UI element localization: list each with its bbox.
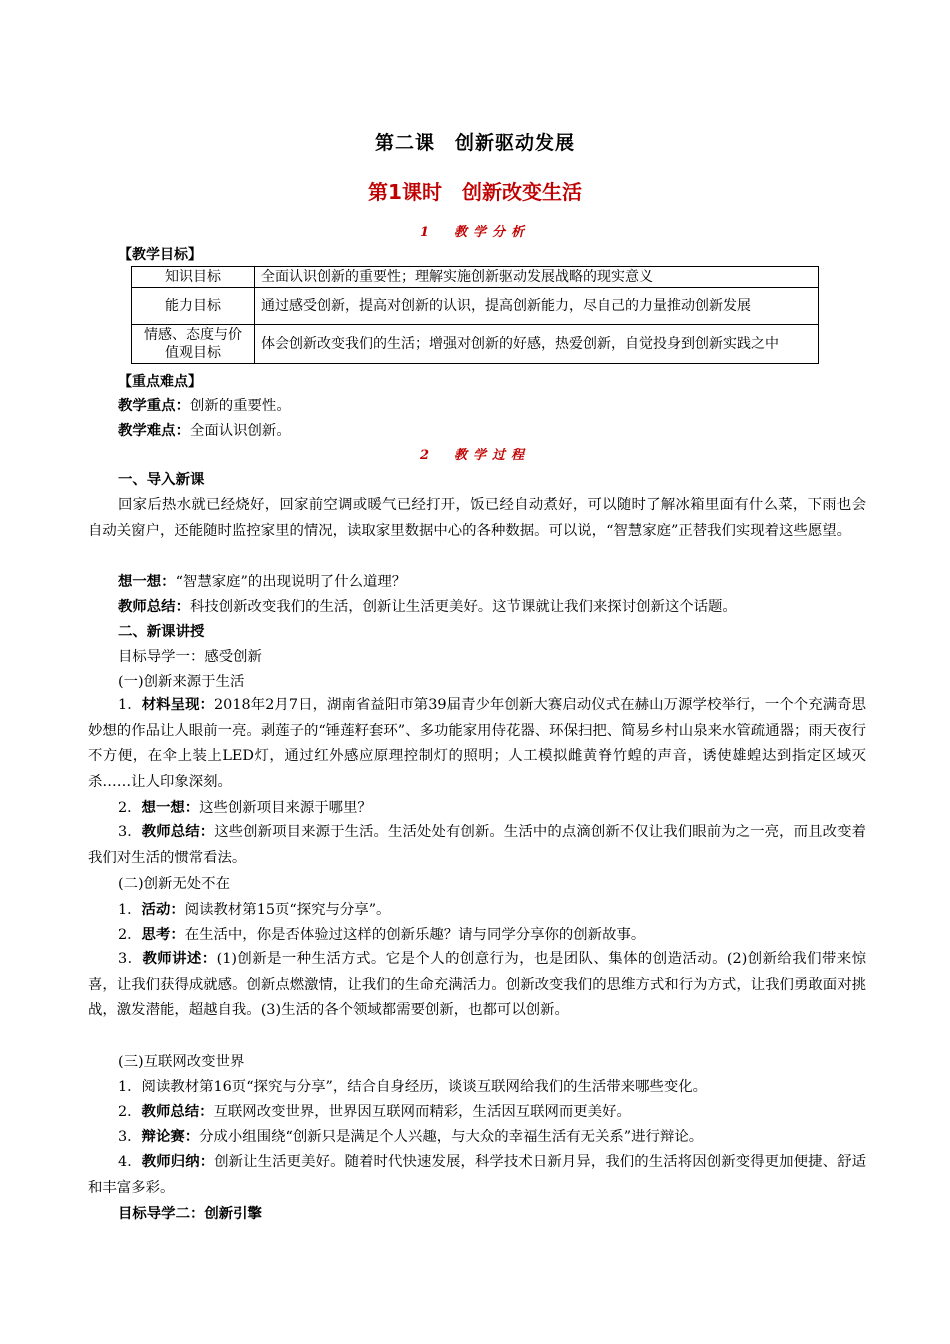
lesson-title: 第二课 创新驱动发展 <box>374 132 575 154</box>
item-label: 材料呈现： <box>141 697 215 713</box>
item-text: 互联网改变世界，世界因互联网而精彩，生活因互联网而更美好。 <box>213 1104 631 1120</box>
item-number: 2． <box>118 800 142 816</box>
item-number: 2． <box>118 927 142 943</box>
item-number: 1． <box>118 902 142 918</box>
sub1-title: (一)创新来源于生活 <box>118 674 245 690</box>
section-heading-analysis: 1 教学分析 <box>419 225 531 240</box>
sub3-item <box>118 1077 868 1097</box>
sub2-item <box>118 900 868 920</box>
sub1-item <box>118 798 868 818</box>
item-number: 3． <box>118 824 142 840</box>
item-text: 在生活中，你是否体验过这样的创新乐趣？请与同学分享你的创新故事。 <box>184 927 646 943</box>
item-label: 活动： <box>141 902 185 918</box>
table-row <box>132 267 819 288</box>
summary-line <box>118 597 868 617</box>
goal2-title: 目标导学二：创新引擎 <box>118 1206 262 1222</box>
part1-title: 一、导入新课 <box>118 472 205 488</box>
section-heading-process: 2 教学过程 <box>419 448 531 463</box>
summary-text: 科技创新改变我们的生活，创新让生活更美好。这节课就让我们来探讨创新这个话题。 <box>189 599 737 615</box>
key-point-text: 创新的重要性。 <box>189 398 291 414</box>
think-line <box>118 572 868 592</box>
keypoints-label: 【重点难点】 <box>118 374 202 390</box>
item-label: 思考： <box>141 927 185 943</box>
item-number: 3． <box>118 1129 142 1145</box>
item-number: 4． <box>118 1154 142 1170</box>
item-text: 创新让生活更美好。随着时代快速发展，科学技术日新月异，我们的生活将因创新变得更加便捷、舒适和丰富多彩。 <box>88 1154 866 1196</box>
item-text: 这些创新项目来源于生活。生活处处有创新。生活中的点滴创新不仅让我们眼前为之一亮，而且改变着我们对生活的惯常看法。 <box>88 824 866 866</box>
objective-value: 全面认识创新的重要性；理解实施创新驱动发展战略的现实意义 <box>255 267 819 288</box>
item-label: 教师归纳： <box>141 1154 215 1170</box>
sub1-item <box>88 820 866 871</box>
item-label: 教师总结： <box>141 824 215 840</box>
objective-key: 知识目标 <box>132 267 255 288</box>
key-point-label: 教学重点： <box>118 398 190 414</box>
difficult-point-label: 教学难点： <box>118 423 190 439</box>
summary-label: 教师总结： <box>118 599 190 615</box>
sub2-item <box>118 925 868 945</box>
objective-value: 体会创新改变我们的生活；增强对创新的好感，热爱创新，自觉投身到创新实践之中 <box>255 325 819 364</box>
sub2-title: (二)创新无处不在 <box>118 876 230 892</box>
item-text: 阅读教材第15页“探究与分享”。 <box>184 902 391 918</box>
part2-title: 二、新课讲授 <box>118 624 205 640</box>
objectives-table <box>131 266 819 364</box>
sub3-title: (三)互联网改变世界 <box>118 1054 245 1070</box>
think-text: “智慧家庭”的出现说明了什么道理？ <box>175 574 407 590</box>
item-text: (1)创新是一种生活方式。它是个人的创意行为，也是团队、集体的创造活动。(2)创新给我们带来惊喜，让我们获得成就感。创新点燃激情，让我们的生命充满活力。创新改变我们的思维方式和行为方式，让我们勇敢面对挑战，激发潜能，超越自我。(3)生活的各个领域都需要创新，也都可以创新。 <box>88 951 866 1018</box>
item-text: 分成小组围绕“创新只是满足个人兴趣，与大众的幸福生活有无关系”进行辩论。 <box>199 1129 704 1145</box>
item-label: 想一想： <box>141 800 200 816</box>
key-point <box>118 396 868 416</box>
objective-value: 通过感受创新，提高对创新的认识，提高创新能力，尽自己的力量推动创新发展 <box>255 288 819 325</box>
table-row <box>132 288 819 325</box>
difficult-point-text: 全面认识创新。 <box>189 423 291 439</box>
objective-key: 情感、态度与价值观目标 <box>132 325 255 364</box>
item-text: 2018年2月7日，湖南省益阳市第39届青少年创新大赛启动仪式在赫山万源学校举行，一个个充满奇思妙想的作品让人眼前一亮。剥莲子的“锤莲籽套环”、多功能家用侍花器、环保扫把、简易乡村山泉来水管疏通器；雨天夜行不方便，在伞上装上LED灯，通过红外感应原理控制灯的照明；人工模拟雌黄脊竹蝗的声音，诱使雄蝗达到指定区域灭杀……让人印象深刻。 <box>88 697 867 790</box>
item-number: 1． <box>118 1079 142 1095</box>
goal1-title: 目标导学一：感受创新 <box>118 649 262 665</box>
intro-paragraph: 回家后热水就已经烧好，回家前空调或暖气已经打开，饭已经自动煮好，可以随时了解冰箱里面有什么菜，下雨也会自动关窗户，还能随时监控家里的情况，读取家里数据中心的各种数据。可以说，“智慧家庭”正替我们实现着这些愿望。 <box>88 497 866 539</box>
sub3-item <box>118 1127 868 1147</box>
item-number: 2． <box>118 1104 142 1120</box>
period-title: 第1课时 创新改变生活 <box>368 180 582 204</box>
item-label: 教师总结： <box>141 1104 214 1120</box>
think-label: 想一想： <box>118 574 176 590</box>
item-label: 教师讲述： <box>142 951 217 967</box>
sub2-item <box>88 947 866 1024</box>
item-text: 阅读教材第16页“探究与分享”，结合自身经历，谈谈互联网给我们的生活带来哪些变化。 <box>141 1079 708 1095</box>
sub3-item <box>118 1102 868 1122</box>
difficult-point <box>118 421 868 441</box>
item-text: 这些创新项目来源于哪里？ <box>199 800 372 816</box>
item-number: 1． <box>118 697 142 713</box>
sub1-item <box>88 693 866 795</box>
item-number: 3． <box>118 951 143 967</box>
objective-key: 能力目标 <box>132 288 255 325</box>
objectives-label: 【教学目标】 <box>118 247 202 263</box>
item-label: 辩论赛： <box>141 1129 200 1145</box>
table-row <box>132 325 819 364</box>
sub3-item <box>88 1150 866 1201</box>
